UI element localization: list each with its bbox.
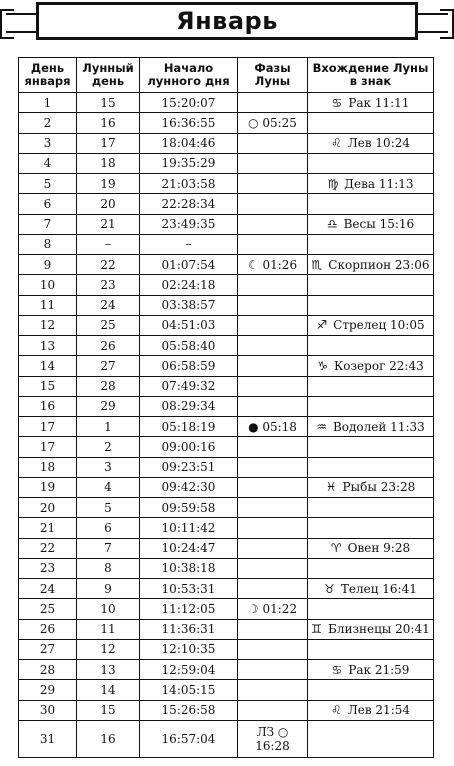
zodiac-sign-icon: ♋	[331, 95, 343, 110]
zodiac-sign-icon: ♎	[326, 217, 338, 232]
table-row	[19, 133, 434, 153]
cell-day: 28	[19, 660, 77, 680]
table-row	[19, 579, 434, 599]
cell-lunar-day: 11	[77, 619, 140, 639]
sign-entry-text: Дева 11:13	[344, 176, 414, 191]
header-phase: Фазы Луны	[238, 58, 308, 93]
sign-entry-text: Овен 9:28	[347, 541, 411, 556]
cell-day: 29	[19, 680, 77, 700]
cell-phase	[238, 558, 308, 578]
sign-entry-text: Весы 15:16	[343, 217, 415, 232]
table-row	[19, 498, 434, 518]
cell-phase	[238, 376, 308, 396]
cell-start: 04:51:03	[140, 315, 238, 335]
cell-start: 10:11:42	[140, 518, 238, 538]
cell-day: 15	[19, 376, 77, 396]
table-row	[19, 639, 434, 659]
cell-start: 12:10:35	[140, 639, 238, 659]
table-row	[19, 315, 434, 335]
cell-phase: ● 05:18	[238, 417, 308, 437]
cell-day: 4	[19, 153, 77, 173]
table-row	[19, 599, 434, 619]
cell-lunar-day: 18	[77, 153, 140, 173]
table-row	[19, 417, 434, 437]
cell-lunar-day: 1	[77, 417, 140, 437]
table-row	[19, 457, 434, 477]
cell-sign	[308, 336, 434, 356]
cell-start: 19:35:29	[140, 153, 238, 173]
cell-sign	[308, 194, 434, 214]
cell-sign	[308, 113, 434, 133]
zodiac-sign-icon: ♐	[316, 318, 328, 333]
cell-phase	[238, 133, 308, 153]
sign-entry-text: Скорпион 23:06	[328, 257, 430, 272]
cell-phase	[238, 680, 308, 700]
cell-start: 05:58:40	[140, 336, 238, 356]
table-row	[19, 720, 434, 757]
page-title: Январь	[176, 7, 278, 35]
cell-start: 09:42:30	[140, 477, 238, 497]
cell-sign	[308, 295, 434, 315]
table-row	[19, 275, 434, 295]
cell-lunar-day: 15	[77, 93, 140, 113]
cell-phase: ☾ 01:26	[238, 255, 308, 275]
cell-phase	[238, 457, 308, 477]
cell-day: 23	[19, 558, 77, 578]
cell-start: 18:04:46	[140, 133, 238, 153]
cell-sign	[308, 619, 434, 639]
zodiac-sign-icon: ♊	[311, 622, 322, 637]
cell-lunar-day: 12	[77, 639, 140, 659]
table-row	[19, 295, 434, 315]
cell-lunar-day: 17	[77, 133, 140, 153]
cell-lunar-day: 21	[77, 214, 140, 234]
cell-lunar-day: 22	[77, 255, 140, 275]
table-row	[19, 700, 434, 720]
cell-sign	[308, 538, 434, 558]
cell-start: 09:59:58	[140, 498, 238, 518]
cell-day: 2	[19, 113, 77, 133]
sign-entry-text: Близнецы 20:41	[328, 622, 430, 637]
cell-day: 14	[19, 356, 77, 376]
cell-day: 25	[19, 599, 77, 619]
cell-day: 18	[19, 457, 77, 477]
cell-day: 16	[19, 396, 77, 416]
table-row	[19, 153, 434, 173]
zodiac-sign-icon: ♋	[331, 662, 343, 677]
cell-lunar-day: 10	[77, 599, 140, 619]
cell-lunar-day: 28	[77, 376, 140, 396]
cell-day: 1	[19, 93, 77, 113]
cell-start: 01:07:54	[140, 255, 238, 275]
cell-lunar-day: 24	[77, 295, 140, 315]
cell-sign	[308, 457, 434, 477]
table-row	[19, 538, 434, 558]
table-row	[19, 396, 434, 416]
cell-sign	[308, 356, 434, 376]
table-header-row	[19, 58, 434, 93]
cell-day: 27	[19, 639, 77, 659]
cell-start: 10:38:18	[140, 558, 238, 578]
cell-phase	[238, 498, 308, 518]
cell-phase	[238, 214, 308, 234]
cell-day: 30	[19, 700, 77, 720]
cell-sign	[308, 639, 434, 659]
cell-start: 02:24:18	[140, 275, 238, 295]
sign-entry-text: Лев 21:54	[347, 703, 411, 718]
sign-entry-text: Рыбы 23:28	[342, 480, 416, 495]
cell-phase	[238, 234, 308, 254]
zodiac-sign-icon: ♍	[327, 176, 339, 191]
cell-phase	[238, 153, 308, 173]
cell-phase	[238, 639, 308, 659]
cell-sign	[308, 558, 434, 578]
cell-day: 26	[19, 619, 77, 639]
cell-day: 3	[19, 133, 77, 153]
table-row	[19, 477, 434, 497]
cell-day: 8	[19, 234, 77, 254]
cell-lunar-day: 9	[77, 579, 140, 599]
cell-lunar-day: 5	[77, 498, 140, 518]
cell-start: 16:36:55	[140, 113, 238, 133]
cell-sign	[308, 396, 434, 416]
table-row	[19, 174, 434, 194]
cell-day: 7	[19, 214, 77, 234]
sign-entry-text: Телец 16:41	[340, 581, 417, 596]
table-row	[19, 518, 434, 538]
cell-phase	[238, 275, 308, 295]
title-box	[36, 2, 418, 40]
table-row	[19, 234, 434, 254]
cell-start: 11:12:05	[140, 599, 238, 619]
cell-sign	[308, 720, 434, 757]
cell-day: 17	[19, 417, 77, 437]
cell-phase	[238, 356, 308, 376]
cell-day: 9	[19, 255, 77, 275]
cell-lunar-day: 29	[77, 396, 140, 416]
zodiac-sign-icon: ♓	[325, 480, 337, 495]
table-row	[19, 113, 434, 133]
cell-phase	[238, 660, 308, 680]
cell-phase: ○ 05:25	[238, 113, 308, 133]
sign-entry-text: Стрелец 10:05	[333, 318, 425, 333]
cell-start: 11:36:31	[140, 619, 238, 639]
cell-phase	[238, 619, 308, 639]
cell-phase	[238, 396, 308, 416]
cell-start: 12:59:04	[140, 660, 238, 680]
header-day: День января	[19, 58, 77, 93]
zodiac-sign-icon: ♒	[316, 419, 327, 434]
table-row	[19, 437, 434, 457]
cell-day: 17	[19, 437, 77, 457]
title-corner-right	[440, 9, 454, 39]
cell-start: 05:18:19	[140, 417, 238, 437]
cell-sign	[308, 518, 434, 538]
cell-phase	[238, 477, 308, 497]
header-lunar-day: Лунный день	[77, 58, 140, 93]
cell-start: 15:26:58	[140, 700, 238, 720]
cell-sign	[308, 477, 434, 497]
cell-lunar-day: 15	[77, 700, 140, 720]
cell-lunar-day: 2	[77, 437, 140, 457]
cell-lunar-day: 19	[77, 174, 140, 194]
sign-entry-text: Водолей 11:33	[332, 419, 425, 434]
cell-day: 24	[19, 579, 77, 599]
cell-day: 31	[19, 720, 77, 757]
cell-lunar-day: 23	[77, 275, 140, 295]
cell-start: 06:58:59	[140, 356, 238, 376]
title-corner-left	[0, 9, 14, 39]
cell-start: 22:28:34	[140, 194, 238, 214]
cell-sign	[308, 93, 434, 113]
cell-sign	[308, 153, 434, 173]
cell-sign	[308, 174, 434, 194]
cell-start: –	[140, 234, 238, 254]
cell-lunar-day: 6	[77, 518, 140, 538]
cell-sign	[308, 275, 434, 295]
cell-phase	[238, 315, 308, 335]
cell-phase: ☽ 01:22	[238, 599, 308, 619]
cell-lunar-day: 3	[77, 457, 140, 477]
table-row	[19, 93, 434, 113]
cell-start: 21:03:58	[140, 174, 238, 194]
zodiac-sign-icon: ♈	[330, 541, 342, 556]
sign-entry-text: Козерог 22:43	[334, 358, 424, 373]
table-row	[19, 255, 434, 275]
cell-phase	[238, 538, 308, 558]
cell-sign	[308, 579, 434, 599]
cell-sign	[308, 133, 434, 153]
cell-start: 10:24:47	[140, 538, 238, 558]
sign-entry-text: Рак 21:59	[348, 662, 410, 677]
cell-phase	[238, 295, 308, 315]
cell-phase	[238, 518, 308, 538]
cell-start: 03:38:57	[140, 295, 238, 315]
cell-phase	[238, 336, 308, 356]
cell-phase	[238, 93, 308, 113]
cell-phase	[238, 194, 308, 214]
cell-start: 08:29:34	[140, 396, 238, 416]
table-row	[19, 660, 434, 680]
title-band	[0, 0, 454, 46]
cell-sign	[308, 700, 434, 720]
cell-lunar-day: 16	[77, 720, 140, 757]
table-row	[19, 376, 434, 396]
cell-sign	[308, 599, 434, 619]
sign-entry-text: Рак 11:11	[348, 95, 410, 110]
cell-lunar-day: 16	[77, 113, 140, 133]
cell-start: 14:05:15	[140, 680, 238, 700]
cell-start: 09:23:51	[140, 457, 238, 477]
cell-lunar-day: 27	[77, 356, 140, 376]
cell-sign	[308, 234, 434, 254]
cell-day: 22	[19, 538, 77, 558]
zodiac-sign-icon: ♌	[330, 136, 342, 151]
cell-sign	[308, 417, 434, 437]
cell-lunar-day: 8	[77, 558, 140, 578]
header-sign: Вхождение Луны в знак	[308, 58, 434, 93]
cell-start: 10:53:31	[140, 579, 238, 599]
table-body	[19, 93, 434, 758]
cell-start: 23:49:35	[140, 214, 238, 234]
cell-sign	[308, 437, 434, 457]
zodiac-sign-icon: ♏	[311, 257, 323, 272]
cell-lunar-day: 7	[77, 538, 140, 558]
cell-phase	[238, 174, 308, 194]
cell-start: 09:00:16	[140, 437, 238, 457]
cell-day: 20	[19, 498, 77, 518]
cell-sign	[308, 315, 434, 335]
cell-lunar-day: 20	[77, 194, 140, 214]
lunar-calendar-table	[18, 57, 434, 758]
cell-lunar-day: –	[77, 234, 140, 254]
zodiac-sign-icon: ♑	[317, 358, 328, 373]
cell-phase	[238, 700, 308, 720]
cell-sign	[308, 255, 434, 275]
cell-day: 6	[19, 194, 77, 214]
cell-lunar-day: 14	[77, 680, 140, 700]
cell-lunar-day: 26	[77, 336, 140, 356]
cell-day: 5	[19, 174, 77, 194]
cell-day: 19	[19, 477, 77, 497]
cell-sign	[308, 498, 434, 518]
cell-start: 07:49:32	[140, 376, 238, 396]
zodiac-sign-icon: ♉	[324, 581, 335, 596]
cell-start: 16:57:04	[140, 720, 238, 757]
table-row	[19, 619, 434, 639]
cell-sign	[308, 214, 434, 234]
cell-day: 11	[19, 295, 77, 315]
table-row	[19, 194, 434, 214]
table-row	[19, 558, 434, 578]
sign-entry-text: Лев 10:24	[347, 136, 411, 151]
zodiac-sign-icon: ♌	[330, 703, 342, 718]
cell-phase	[238, 579, 308, 599]
cell-phase: ЛЗ ○ 16:28	[238, 720, 308, 757]
cell-sign	[308, 680, 434, 700]
cell-sign	[308, 660, 434, 680]
cell-start: 15:20:07	[140, 93, 238, 113]
cell-lunar-day: 13	[77, 660, 140, 680]
cell-day: 13	[19, 336, 77, 356]
cell-sign	[308, 376, 434, 396]
table-row	[19, 336, 434, 356]
cell-phase	[238, 437, 308, 457]
cell-day: 21	[19, 518, 77, 538]
header-start: Начало лунного дня	[140, 58, 238, 93]
table-row	[19, 214, 434, 234]
cell-lunar-day: 25	[77, 315, 140, 335]
table-row	[19, 680, 434, 700]
table-row	[19, 356, 434, 376]
cell-day: 12	[19, 315, 77, 335]
cell-lunar-day: 4	[77, 477, 140, 497]
cell-day: 10	[19, 275, 77, 295]
